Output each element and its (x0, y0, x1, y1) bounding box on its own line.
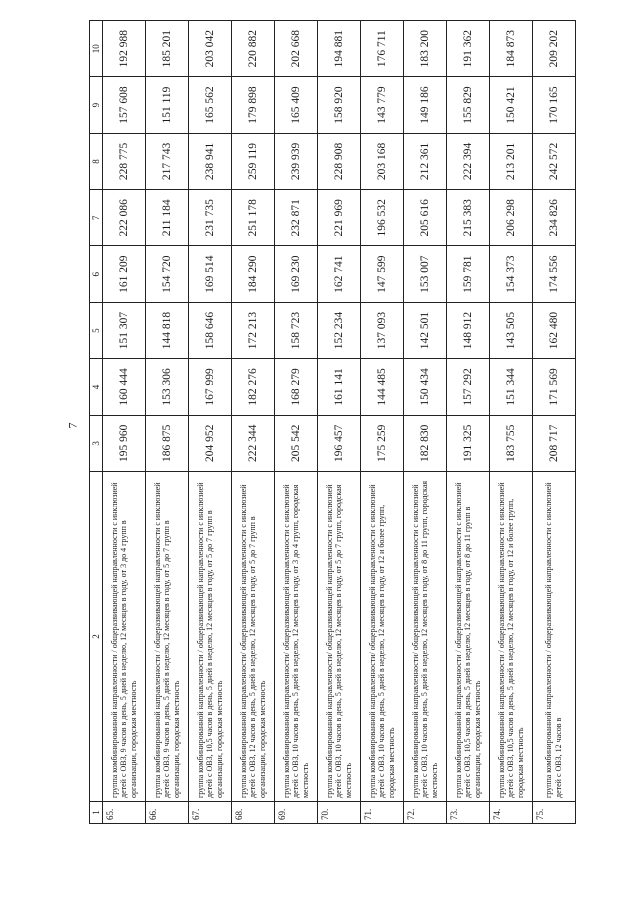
cost-value: 209 202 (533, 21, 576, 77)
table-row (189, 21, 232, 824)
cost-value: 174 556 (533, 246, 576, 302)
cost-value: 159 781 (447, 246, 490, 302)
row-number: 70. (318, 802, 361, 824)
cost-value: 150 421 (490, 77, 533, 133)
column-header: 3 (90, 415, 103, 471)
cost-value: 172 213 (232, 302, 275, 358)
row-number: 74. (490, 802, 533, 824)
cost-value: 149 186 (404, 77, 447, 133)
cost-value: 191 362 (447, 21, 490, 77)
cost-value: 234 826 (533, 190, 576, 246)
cost-value: 183 755 (490, 415, 533, 471)
group-description: группа комбинированной направленности / общеразвивающей направленности с инклюзией детей с ОВЗ, 10,5 часов в день, 5 дней в неделю, 12 месяцев в году, от 8 до 11 групп в организации, городская местность (447, 472, 490, 802)
cost-value: 213 201 (490, 133, 533, 189)
group-description: группа комбинированной направленности/ общеразвивающей направленности с инклюзией детей с ОВЗ, 12 часов в день, 5 дней в неделю, 12 месяцев в году, от 5 до 7 групп в организации, городская местность (232, 472, 275, 802)
table-row (275, 21, 318, 824)
cost-value: 195 960 (103, 415, 146, 471)
cost-value: 203 168 (361, 133, 404, 189)
cost-value: 171 569 (533, 359, 576, 415)
cost-value: 205 542 (275, 415, 318, 471)
column-header: 9 (90, 77, 103, 133)
cost-value: 206 298 (490, 190, 533, 246)
group-description: группа комбинированной направленности / общеразвивающей направленности с инклюзией детей с ОВЗ, 12 часов в (533, 472, 576, 802)
cost-value: 157 292 (447, 359, 490, 415)
group-description: группа комбинированной направленности / общеразвивающей направленности с инклюзией детей с ОВЗ, 10,5 часов в день, 5 дней в неделю, 12 месяцев в году, от 12 и более групп, городская местность (490, 472, 533, 802)
cost-value: 202 668 (275, 21, 318, 77)
group-description: группа комбинированной направленности/ общеразвивающей направленности с инклюзией детей с ОВЗ, 10 часов в день, 5 дней в неделю, 12 месяцев в году, от 8 до 11 групп, городская местность (404, 472, 447, 802)
cost-value: 203 042 (189, 21, 232, 77)
cost-value: 205 616 (404, 190, 447, 246)
cost-value: 259 119 (232, 133, 275, 189)
table-row (361, 21, 404, 824)
column-header: 2 (90, 472, 103, 802)
group-description: группа комбинированной направленности/ общеразвивающей направленности с инклюзией детей с ОВЗ, 10 часов в день, 5 дней в неделю, 12 месяцев в году, от 3 до 4 групп, городская местность (275, 472, 318, 802)
cost-value: 148 912 (447, 302, 490, 358)
cost-value: 162 741 (318, 246, 361, 302)
cost-value: 151 307 (103, 302, 146, 358)
cost-value: 196 457 (318, 415, 361, 471)
column-header: 7 (90, 190, 103, 246)
cost-value: 152 234 (318, 302, 361, 358)
table-row (490, 21, 533, 824)
cost-value: 151 119 (146, 77, 189, 133)
cost-value: 208 717 (533, 415, 576, 471)
cost-value: 176 711 (361, 21, 404, 77)
column-header: 8 (90, 133, 103, 189)
cost-value: 242 572 (533, 133, 576, 189)
cost-value: 158 723 (275, 302, 318, 358)
table-row (533, 21, 576, 824)
cost-value: 222 086 (103, 190, 146, 246)
cost-value: 160 444 (103, 359, 146, 415)
cost-value: 144 818 (146, 302, 189, 358)
cost-value: 228 908 (318, 133, 361, 189)
cost-table (89, 20, 577, 824)
table-header-row (90, 21, 103, 824)
table-row (404, 21, 447, 824)
cost-value: 183 200 (404, 21, 447, 77)
table-row (103, 21, 146, 824)
cost-value: 228 775 (103, 133, 146, 189)
group-description: группа комбинированной направленности / общеразвивающей направленности с инклюзией детей с ОВЗ, 10,5 часов в день, 5 дней в неделю, 12 месяцев в году, от 5 до 7 групп в организации, городская местность (189, 472, 232, 802)
cost-value: 182 276 (232, 359, 275, 415)
cost-value: 155 829 (447, 77, 490, 133)
cost-value: 157 608 (103, 77, 146, 133)
page-number: 7 (65, 422, 80, 429)
cost-value: 179 898 (232, 77, 275, 133)
column-header: 6 (90, 246, 103, 302)
cost-value: 196 532 (361, 190, 404, 246)
cost-value: 238 941 (189, 133, 232, 189)
cost-value: 211 184 (146, 190, 189, 246)
row-number: 72. (404, 802, 447, 824)
column-header: 10 (90, 21, 103, 77)
cost-value: 184 290 (232, 246, 275, 302)
cost-value: 175 259 (361, 415, 404, 471)
group-description: группа комбинированной направленности / общеразвивающей направленности с инклюзией детей с ОВЗ, 9 часов в день, 5 дней в неделю, 12 месяцев в году, от 5 до 7 групп в организации, городская местность (146, 472, 189, 802)
group-description: группа комбинированной направленности/ общеразвивающей направленности с инклюзией детей с ОВЗ, 10 часов в день, 5 дней в неделю, 12 месяцев в году, от 5 до 7 групп, городская местность (318, 472, 361, 802)
cost-value: 142 501 (404, 302, 447, 358)
cost-value: 239 939 (275, 133, 318, 189)
cost-value: 221 969 (318, 190, 361, 246)
cost-value: 165 409 (275, 77, 318, 133)
cost-value: 143 779 (361, 77, 404, 133)
cost-value: 217 743 (146, 133, 189, 189)
cost-value: 154 373 (490, 246, 533, 302)
row-number: 73. (447, 802, 490, 824)
row-number: 65. (103, 802, 146, 824)
column-header: 1 (90, 802, 103, 824)
cost-value: 170 165 (533, 77, 576, 133)
row-number: 69. (275, 802, 318, 824)
data-table (89, 20, 576, 824)
cost-value: 194 881 (318, 21, 361, 77)
cost-value: 167 999 (189, 359, 232, 415)
cost-value: 204 952 (189, 415, 232, 471)
table-row (232, 21, 275, 824)
cost-value: 220 882 (232, 21, 275, 77)
group-description: группа комбинированной направленности/ общеразвивающей направленности с инклюзией детей с ОВЗ, 10 часов в день, 5 дней в неделю, 12 месяцев в году, от 12 и более групп, городская местность (361, 472, 404, 802)
cost-value: 169 514 (189, 246, 232, 302)
cost-value: 251 178 (232, 190, 275, 246)
cost-value: 222 344 (232, 415, 275, 471)
row-number: 71. (361, 802, 404, 824)
row-number: 67. (189, 802, 232, 824)
cost-value: 153 306 (146, 359, 189, 415)
cost-value: 212 361 (404, 133, 447, 189)
table-row (146, 21, 189, 824)
cost-value: 165 562 (189, 77, 232, 133)
cost-value: 191 325 (447, 415, 490, 471)
table-row (447, 21, 490, 824)
row-number: 75. (533, 802, 576, 824)
cost-value: 192 988 (103, 21, 146, 77)
cost-value: 168 279 (275, 359, 318, 415)
cost-value: 215 383 (447, 190, 490, 246)
cost-value: 231 735 (189, 190, 232, 246)
cost-value: 161 141 (318, 359, 361, 415)
cost-value: 169 230 (275, 246, 318, 302)
cost-value: 144 485 (361, 359, 404, 415)
cost-value: 222 394 (447, 133, 490, 189)
column-header: 4 (90, 359, 103, 415)
cost-value: 185 201 (146, 21, 189, 77)
cost-value: 184 873 (490, 21, 533, 77)
cost-value: 151 344 (490, 359, 533, 415)
cost-value: 186 875 (146, 415, 189, 471)
cost-value: 137 093 (361, 302, 404, 358)
row-number: 66. (146, 802, 189, 824)
cost-value: 143 505 (490, 302, 533, 358)
cost-value: 161 209 (103, 246, 146, 302)
cost-value: 147 599 (361, 246, 404, 302)
group-description: группа комбинированной направленности / общеразвивающей направленности с инклюзией детей с ОВЗ, 9 часов в день, 5 дней в неделю, 12 месяцев в году, от 3 до 4 групп в организации, городская местность (103, 472, 146, 802)
cost-value: 182 830 (404, 415, 447, 471)
column-header: 5 (90, 302, 103, 358)
cost-value: 154 720 (146, 246, 189, 302)
cost-value: 162 480 (533, 302, 576, 358)
cost-value: 232 871 (275, 190, 318, 246)
cost-value: 158 920 (318, 77, 361, 133)
cost-value: 158 646 (189, 302, 232, 358)
cost-value: 150 434 (404, 359, 447, 415)
cost-value: 153 007 (404, 246, 447, 302)
table-row (318, 21, 361, 824)
row-number: 68. (232, 802, 275, 824)
